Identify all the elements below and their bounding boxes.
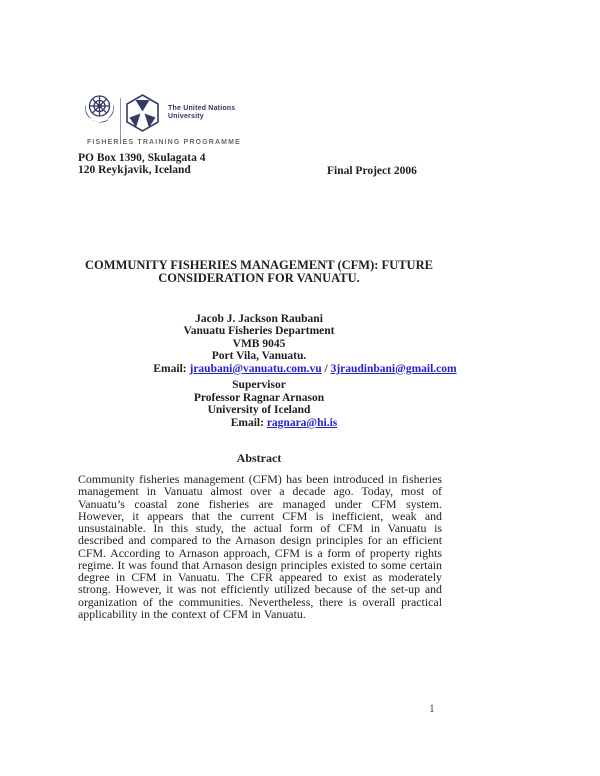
address-line-1: PO Box 1390, Skulagata 4 (78, 152, 206, 164)
supervisor-institution: University of Iceland (207, 404, 311, 417)
unu-wordmark (168, 105, 235, 121)
un-emblem-icon (84, 92, 115, 126)
unu-hexagon-icon (124, 92, 161, 135)
author-email-label: Email: (153, 362, 187, 375)
supervisor-name: Professor Ragnar Arnason (193, 391, 325, 404)
address-block (78, 152, 205, 177)
supervisor-email-line (103, 417, 465, 430)
author-email-line (124, 363, 486, 375)
supervisor-block (78, 379, 440, 429)
author-email-link-2[interactable]: 3jraudinbani@gmail.com (330, 362, 457, 375)
programme-label: FISHERIES TRAINING PROGRAMME (87, 139, 241, 146)
author-city: Port Vila, Vanuatu. (211, 350, 307, 363)
project-label: Final Project 2006 (327, 165, 417, 177)
logo-divider (120, 98, 121, 140)
supervisor-email-label: Email: (230, 416, 264, 429)
paper-title-line1: COMMUNITY FISHERIES MANAGEMENT (CFM): FUTURE (85, 258, 433, 272)
paper-title (78, 259, 440, 285)
supervisor-email-link[interactable]: ragnara@hi.is (266, 416, 338, 429)
author-email-separator: / (321, 362, 331, 375)
unu-logo-block (84, 92, 235, 140)
abstract-heading: Abstract (236, 451, 282, 465)
unu-wordmark-line1: The United Nations (168, 105, 236, 112)
page-number: 1 (429, 703, 435, 715)
abstract-body: Community fisheries management (CFM) has been introduced in fisheries management in Vanuatu almost over a decade ago. Today, most of Vanuatu’s coastal zone fisheries are managed under CFM system. However, it appears that the current CFM is inefficient, weak and unsustainable. In this study, the actual form of CFM in Vanuatu is described and compared to the Arnason design principles for an efficient CFM. According to Arnason approach, CFM is a form of property rights regime. It was found that Arnason design principles existed to some certain degree in CFM in Vanuatu. The CFR appeared to exist as moderately strong. However, it was not efficiently utilized because of the set-up and organization of the communities. Nevertheless, there is overall practical applicability in the context of CFM in Vanuatu. (78, 472, 442, 621)
supervisor-heading: Supervisor (232, 379, 286, 391)
address-line-2: 120 Reykjavik, Iceland (78, 164, 191, 177)
author-block (78, 313, 457, 375)
author-name: Jacob J. Jackson Raubani (195, 313, 323, 325)
paper-title-line2: CONSIDERATION FOR VANUATU. (158, 271, 360, 285)
unu-wordmark-line2: University (168, 113, 204, 120)
author-email-link-1[interactable]: jraubani@vanuatu.com.vu (189, 362, 322, 375)
author-department: Vanuatu Fisheries Department (183, 325, 335, 338)
author-mailbox: VMB 9045 (232, 337, 286, 350)
